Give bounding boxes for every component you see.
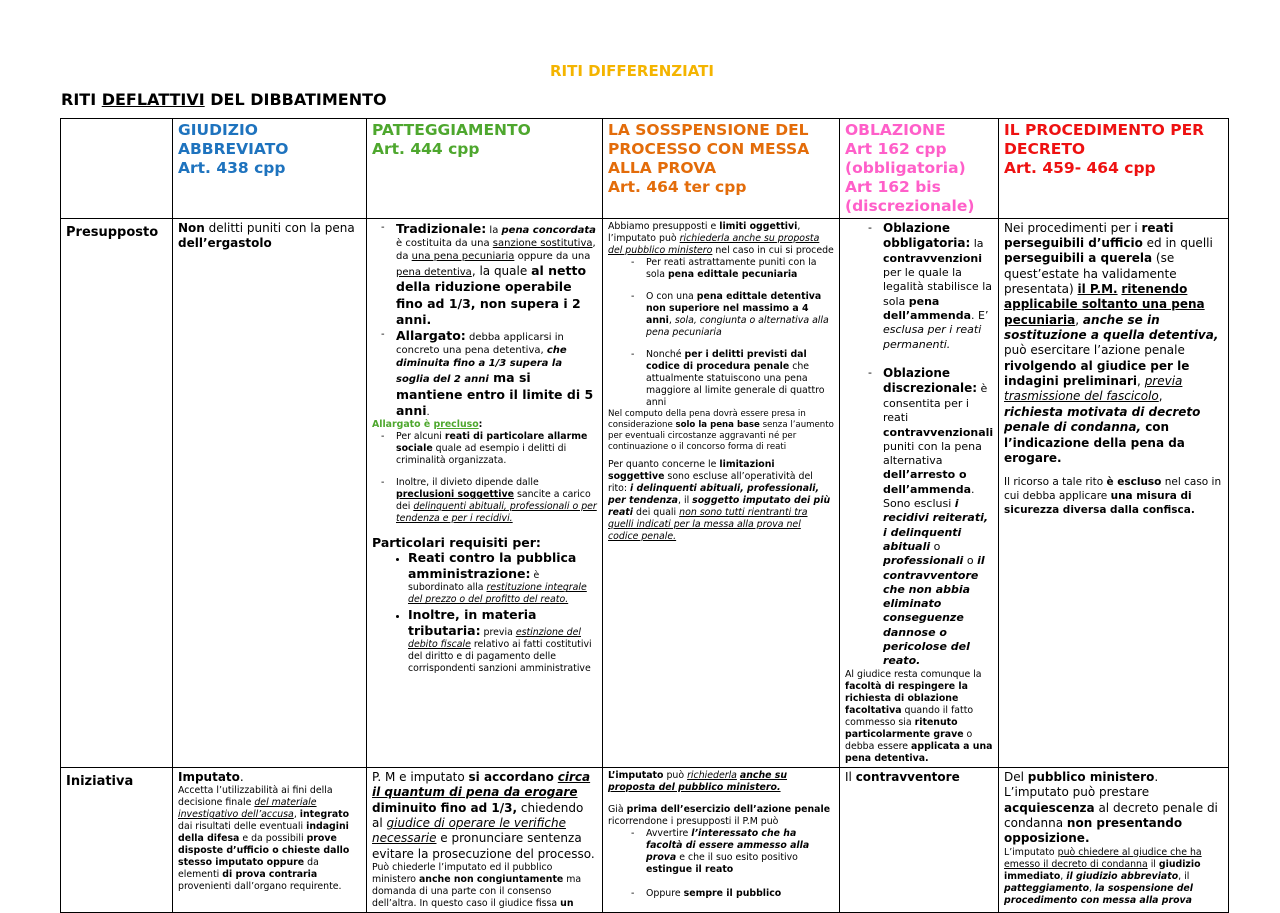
document-title: RITI DIFFERENZIATI [549,62,714,80]
presupposto-oblazione: - Oblazione obbligatoria: la contravvenzioni per le quale la legalità stabilisce la sola pena dell’ammenda. E’ esclusa per i reati permanenti. - Oblazione discrezionale: è consentita per i reati contravvenzionali puniti con la pena alternativa dell’arresto o dell’ammenda. Sono esclusi i recidivi reiterati, i delinquenti abituali o professionali o il contravventore che non abbia eliminato conseguenze dannose o pericolose del reato. Al giudice resta comunque la facoltà di respingere la richiesta di oblazione facoltativa quando il fatto commesso sia ritenuto particolarmente grave o debba essere applicata a una pena detentiva. [840,218,999,767]
presupposto-decreto: Nei procedimenti per i reati perseguibili d’ufficio ed in quelli perseguibili a querela (se quest’estate ha validamente presentata) il P.M. ritenendo applicabile soltanto una pena pecuniaria, anche se in sostituzione a quella detentiva, può esercitare l’azione penale rivolgendo al giudice per le indagini preliminari, previa trasmissione del fascicolo, richiesta motivata di decreto penale di condanna, con l’indicazione della pena da erogare. Il ricorso a tale rito è escluso nel caso in cui debba applicare una misura di sicurezza diversa dalla confisca. [999,218,1229,767]
document-subtitle: RITI DEFLATTIVI DEL DIBBATIMENTO [61,90,387,109]
header-sospensione: LA SOSSPENSIONE DEL PROCESSO CON MESSA ALLA PROVA Art. 464 ter cpp [603,119,840,219]
header-patteggiamento: PATTEGGIAMENTO Art. 444 cpp [367,119,603,219]
riti-table [60,118,1228,910]
iniziativa-row [61,767,1229,912]
iniziativa-oblazione: Il contravventore [840,767,999,912]
iniziativa-abbreviato: Imputato. Accetta l’utilizzabilità ai fini della decisione finale del materiale investigativo dell’accusa, integrato dai risultati delle eventuali indagini della difesa e da possibili prove disposte d’ufficio o chieste dallo stesso imputato oppure da elementi di prova contraria provenienti dall’organo requirente. [173,767,367,912]
header-empty-cell [61,119,173,219]
iniziativa-sospensione: L’imputato può richiederla anche su proposta del pubblico ministero. Già prima dell’esercizio dell’azione penale ricorrendone i presupposti il P.M può - Avvertire l’interessato che ha facoltà di essere ammesso alla prova e che il suo esito positivo estingue il reato - Oppure sempre il pubblico [603,767,840,912]
iniziativa-patteggiamento: P. M e imputato si accordano circa il quantum di pena da erogare diminuito fino ad 1/3, chiedendo al giudice di operare le verifiche necessarie e pronunciare sentenza evitare la prosecuzione del processo. Può chiederle l’imputato ed il pubblico ministero anche non congiuntamente ma domanda di una parte con il consenso dell’altra. In questo caso il giudice fissa un [367,767,603,912]
iniziativa-decreto: Del pubblico ministero. L’imputato può prestare acquiescenza al decreto penale di condanna non presentando opposizione. L’imputato può chiedere al giudice che ha emesso il decreto di condanna il giudizio immediato, il giudizio abbreviato, il patteggiamento, la sospensione del procedimento con messa alla prova [999,767,1229,912]
presupposto-row [61,218,1229,767]
header-decreto: IL PROCEDIMENTO PER DECRETO Art. 459- 464 cpp [999,119,1229,219]
row-label-presupposto: Presupposto [61,218,173,767]
presupposto-sospensione: Abbiamo presupposti e limiti oggettivi, l’imputato può richiederla anche su proposta del pubblico ministero nel caso in cui si procede - Per reati astrattamente puniti con la sola pena edittale pecuniaria - O con una pena edittale detentiva non superiore nel massimo a 4 anni, sola, congiunta o alternativa alla pena pecuniaria - Nonché per i delitti previsti dal codice di procedura penale che attualmente statuiscono una pena maggiore al limite generale di quattro anni Nel computo della pena dovrà essere presa in considerazione solo la pena base senza l’aumento per eventuali circostanze aggravanti né per continuazione o il concorso forma di reati Per quanto concerne le limitazioni soggettive sono escluse all’operatività del rito: i delinquenti abituali, professionali, per tendenza, il soggetto imputato dei più reati dei quali non sono tutti rientranti tra quelli indicati per la messa alla prova nel codice penale. [603,218,840,767]
header-oblazione: OBLAZIONE Art 162 cpp (obbligatoria) Art 162 bis (discrezionale) [840,119,999,219]
header-abbreviato: GIUDIZIO ABBREVIATO Art. 438 cpp [173,119,367,219]
row-label-iniziativa: Iniziativa [61,767,173,912]
presupposto-abbreviato: Non delitti puniti con la pena dell’ergastolo [173,218,367,767]
presupposto-patteggiamento: - Tradizionale: la pena concordata è costituita da una sanzione sostitutiva, da una pena pecuniaria oppure da una pena detentiva, la quale al netto della riduzione operabile fino ad 1/3, non supera i 2 anni. - Allargato: debba applicarsi in concreto una pena detentiva, che diminuita fino a 1/3 supera la soglia del 2 anni ma si mantiene entro il limite di 5 anni. Allargato è precluso: - Per alcuni reati di particolare allarme sociale quale ad esempio i delitti di criminalità organizzata. - Inoltre, il divieto dipende dalle preclusioni soggettive sancite a carico dei delinquenti abituali, professionali o per tendenza e per i recidivi. Particolari requisiti per: • Reati contro la pubblica amministrazione: è subordinato alla restituzione integrale del prezzo o del profitto del reato. • Inoltre, in materia tributaria: previa estinzione del debito fiscale relativo ai fatti costitutivi del diritto e di pagamento delle corrispondenti sanzioni amministrative [367,218,603,767]
header-row [61,119,1229,219]
